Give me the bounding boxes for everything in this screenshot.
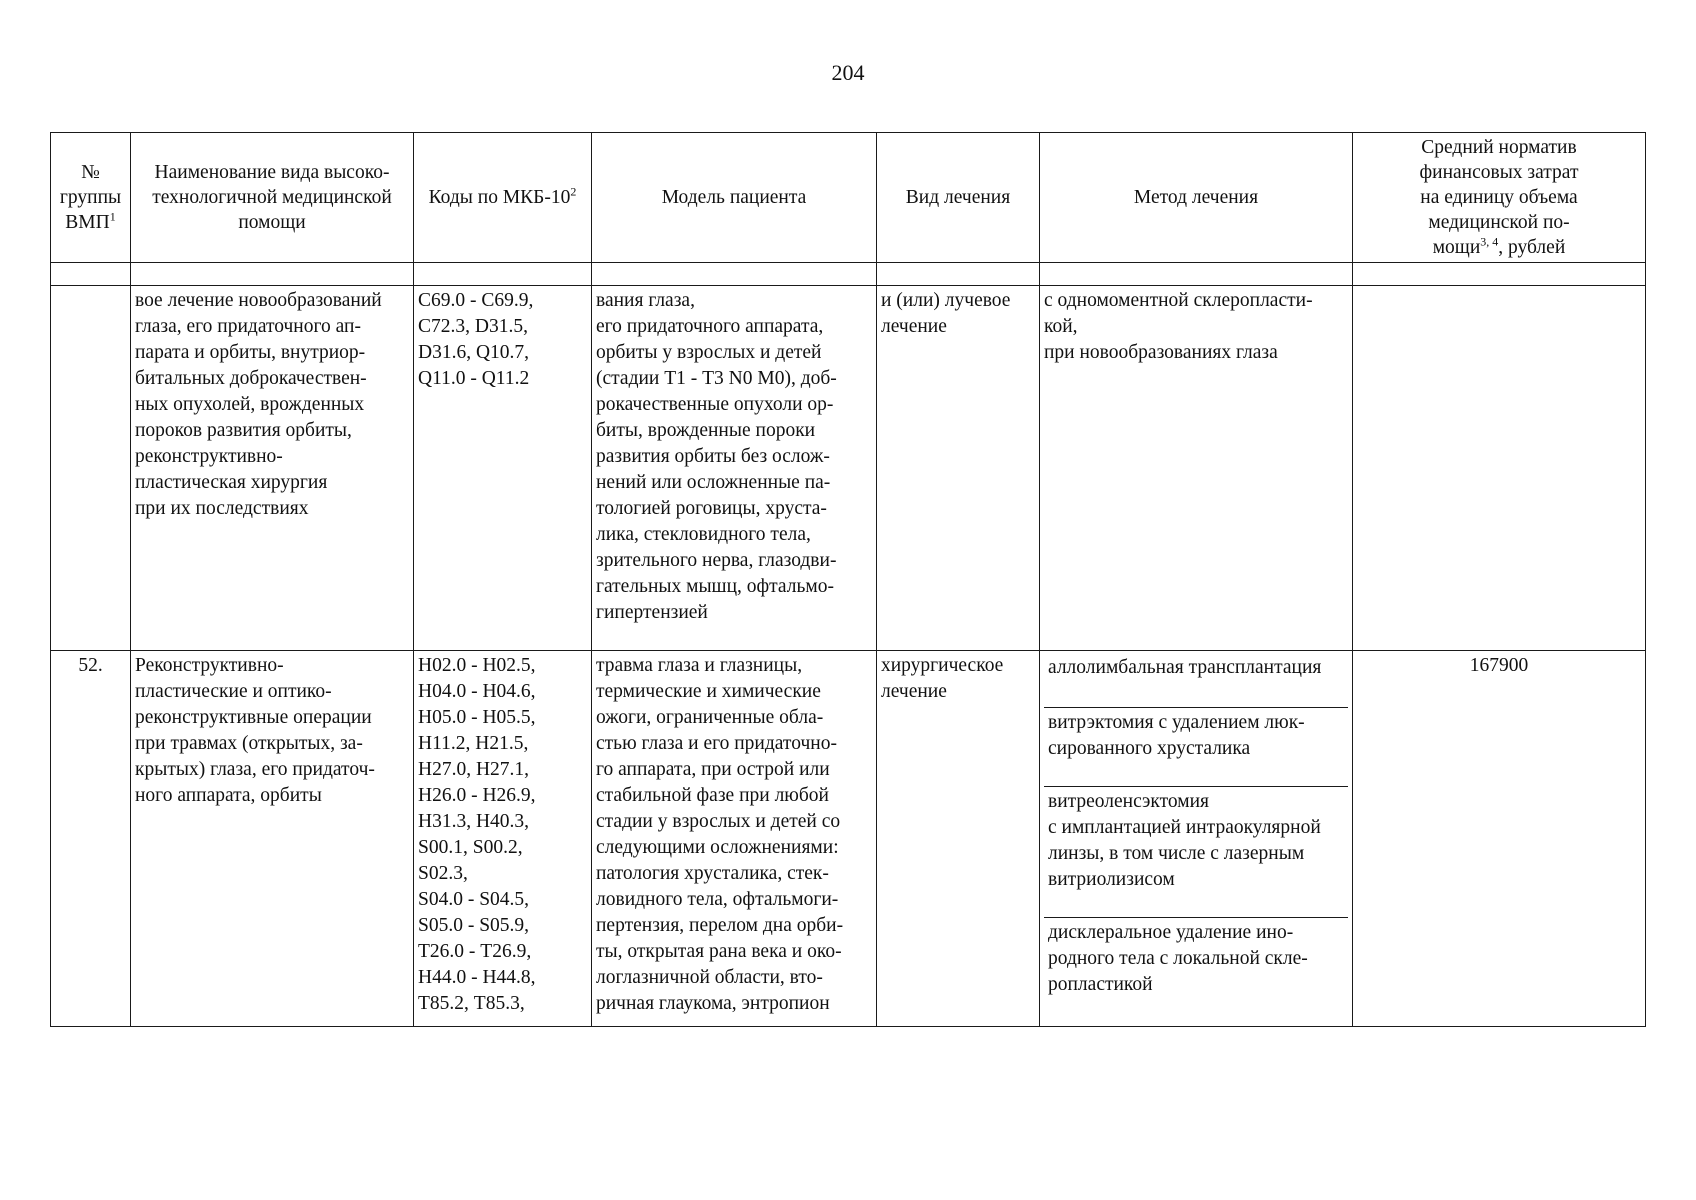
header-treatment-type: Вид лечения: [877, 133, 1040, 263]
patient-model-cell: вания глаза, его придаточного аппарата, орбиты у взрослых и детей (стадии Т1 - Т3 N0 M0), доб- рокачественные опухоли ор- биты, врожденные пороки развития орбиты без ослож- нений или осложненные па- тологией роговицы, хруста- лика, стекловидного тела, зрительного нерва, глазодви- гательных мышц, офтальмо- гипертензией: [592, 286, 877, 651]
header-spacer-row: [51, 263, 1646, 286]
average-cost-cell: [1353, 286, 1646, 651]
care-type-name-cell: вое лечение новообразований глаза, его придаточного ап- парата и орбиты, внутриор- битальных доброкачествен- ных опухолей, врожденных пороков развития орбиты, реконструктивно- пластическая хирургия при их последствиях: [131, 286, 414, 651]
header-average-cost: Средний норматив финансовых затрат на единицу объема медицинской по- мощи$^{3, 4}$, рублей: [1353, 133, 1646, 263]
treatment-type-cell: и (или) лучевое лечение: [877, 286, 1040, 651]
group-number-cell: [51, 286, 131, 651]
header-treatment-method: Метод лечения: [1040, 133, 1353, 263]
treatment-method-item: аллолимбальная трансплантация: [1044, 653, 1348, 708]
icd-codes-cell: Н02.0 - Н02.5, Н04.0 - Н04.6, Н05.0 - Н05.5, Н11.2, Н21.5, Н27.0, Н27.1, Н26.0 - Н26.9, Н31.3, Н40.3, S00.1, S00.2, S02.3, S04.0 - S04.5, S05.0 - S05.9, Т26.0 - Т26.9, Н44.0 - Н44.8, Т85.2, Т85.3,: [414, 651, 592, 1027]
care-type-name-cell: Реконструктивно- пластические и оптико- реконструктивные операции при травмах (открытых, за- крытых) глаза, его придаточ- ного аппарата, орбиты: [131, 651, 414, 1027]
table-header-row: [51, 133, 1646, 263]
table-row: [51, 651, 1646, 1027]
treatment-method-item: витреоленсэктомия с имплантацией интраокулярной линзы, в том числе с лазерным витриолизисом: [1044, 787, 1348, 918]
treatment-method-cell: с одномоментной склеропласти- кой, при новообразованиях глаза: [1040, 286, 1353, 651]
group-number-cell: 52.: [51, 651, 131, 1027]
table-row: [51, 286, 1646, 651]
treatment-type-cell: хирургическое лечение: [877, 651, 1040, 1027]
header-icd-codes: Коды по МКБ-$10^2$: [414, 133, 592, 263]
page-number: 204: [831, 60, 865, 85]
header-patient-model: Модель пациента: [592, 133, 877, 263]
patient-model-cell: травма глаза и глазницы, термические и химические ожоги, ограниченные обла- стью глаза и его придаточно- го аппарата, при острой или стабильной фазе при любой стадии у взрослых и детей со следующими осложнениями: патология хрусталика, стек- ловидного тела, офтальмоги- пертензия, перелом дна орби- ты, открытая рана века и око- логлазничной области, вто- ричная глаукома, энтропион: [592, 651, 877, 1027]
vmp-table: [50, 132, 1646, 1027]
icd-codes-cell: С69.0 - С69.9, С72.3, D31.5, D31.6, Q10.7, Q11.0 - Q11.2: [414, 286, 592, 651]
treatment-method-cell: [1040, 651, 1353, 1027]
average-cost-cell: 167900: [1353, 651, 1646, 1027]
header-group-number: № группы ВМП$^1$: [51, 133, 131, 263]
treatment-method-item: дисклеральное удаление ино- родного тела с локальной скле- ропластикой: [1048, 922, 1308, 995]
treatment-method-item: витрэктомия с удалением люк- сированного хрусталика: [1044, 708, 1348, 787]
header-care-type-name: Наименование вида высоко- технологичной медицинской помощи: [131, 133, 414, 263]
